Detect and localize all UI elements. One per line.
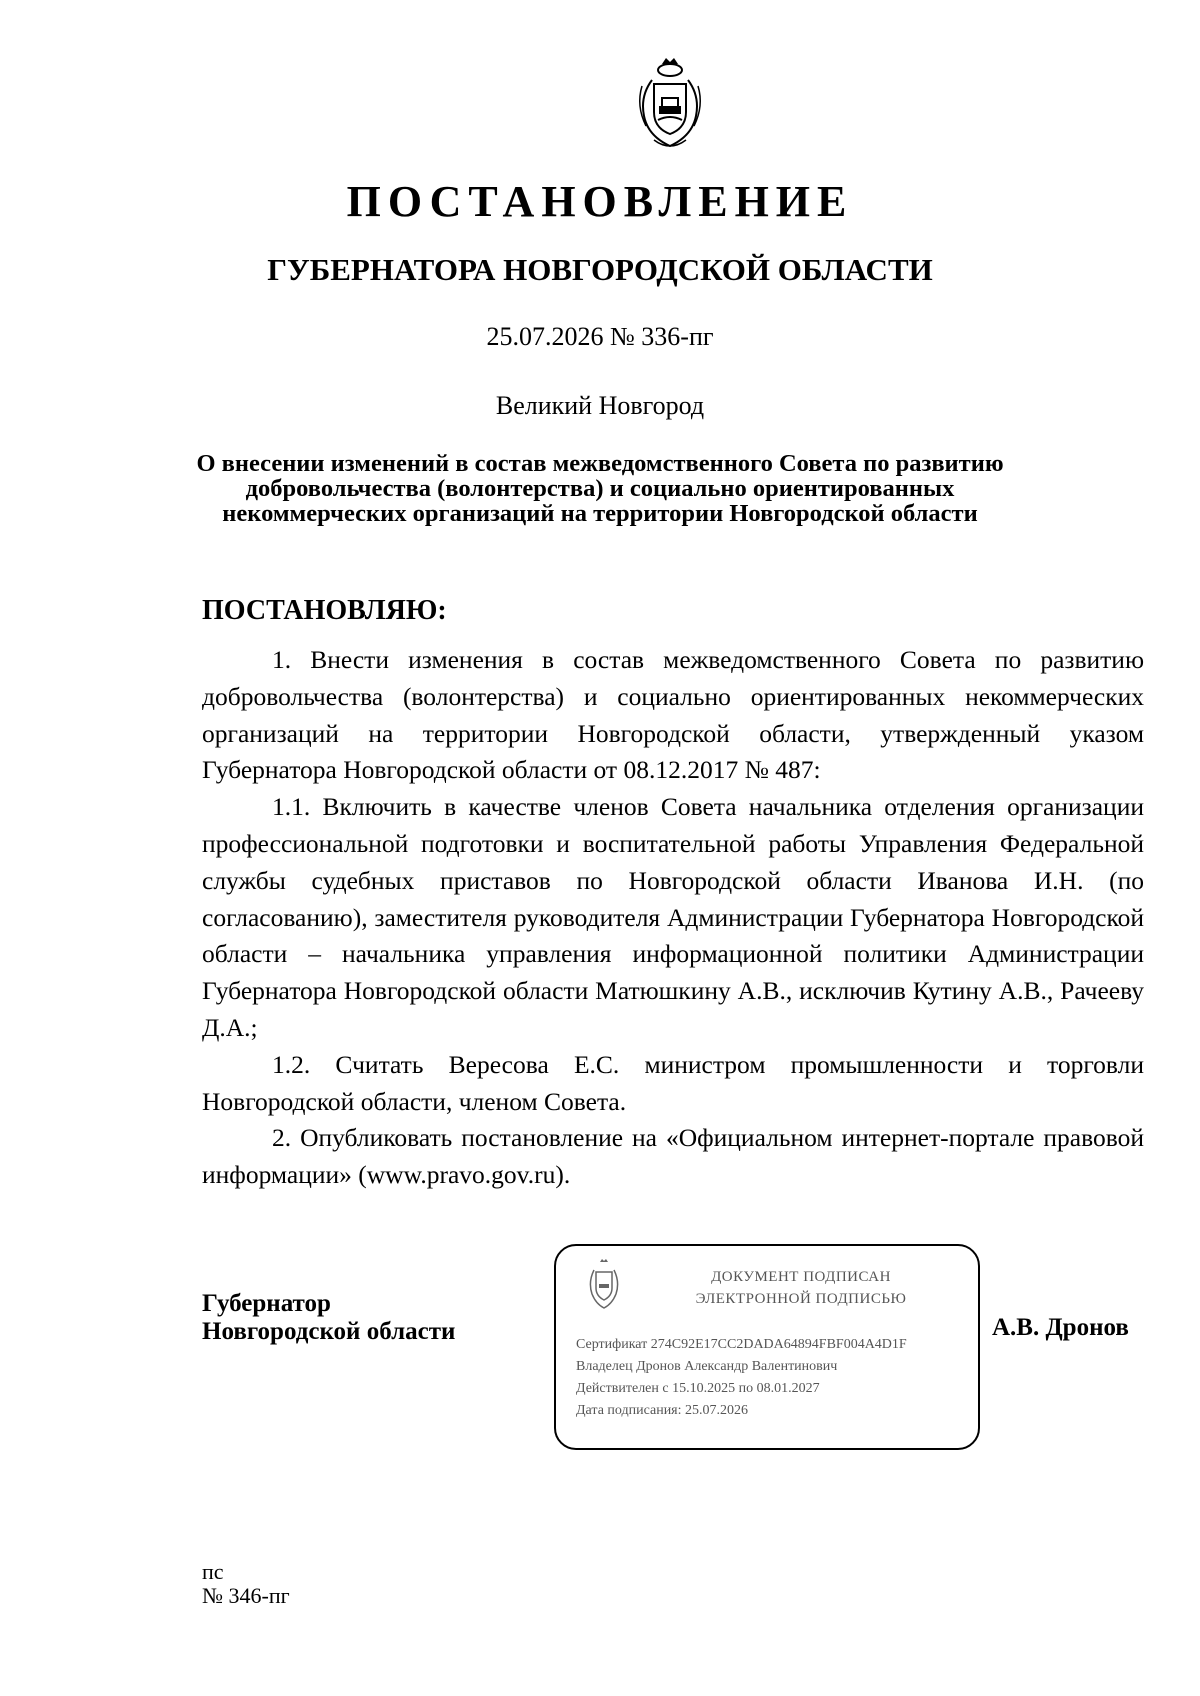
- stamp-heading-line: ДОКУМЕНТ ПОДПИСАН: [711, 1269, 891, 1285]
- electronic-signature-stamp: [554, 1244, 980, 1450]
- city: Великий Новгород: [495, 391, 705, 420]
- signatory-position: [202, 1290, 455, 1346]
- footer-line: № 346-пг: [202, 1583, 290, 1608]
- coat-of-arms-icon: [584, 1258, 624, 1310]
- issuer-title: ГУБЕРНАТОРА НОВГОРОДСКОЙ ОБЛАСТИ: [267, 252, 933, 287]
- number-sign: №: [609, 322, 635, 351]
- document-heading: [160, 451, 1040, 526]
- date-number-line: [0, 320, 1200, 354]
- stamp-heading: [646, 1266, 956, 1310]
- body-paragraph: 1. Внести изменения в состав межведомственного Совета по развитию добровольчества (волонтерства) и социально ориентированных некоммерческих организаций на территории Новгородской области, утвержденный указом Губернатора Новгородской области от 08.12.2017 № 487:: [202, 645, 1144, 785]
- stamp-heading-line: ЭЛЕКТРОННОЙ ПОДПИСЬЮ: [695, 1291, 907, 1307]
- body-paragraph: 1.2. Считать Вересова Е.С. министром промышленности и торговли Новгородской области, членом Совета.: [202, 1049, 1144, 1116]
- decree-word: ПОСТАНОВЛЯЮ:: [202, 595, 447, 626]
- signing-date: Дата подписания: 25.07.2026: [576, 1403, 749, 1418]
- body-paragraph: 1.1. Включить в качестве членов Совета начальника отделения организации профессиональной подготовки и воспитательной работы Управления Федеральной службы судебных приставов по Новгородской области Иванова И.Н. (по согласованию), заместителя руководителя Администрации Губернатора Новгородской области – начальника управления информационной политики Администрации Губернатора Новгородской области Матюшкину А.В., исключив Кутину А.В., Рачееву Д.А.;: [202, 792, 1144, 1042]
- document-type-title: ПОСТАНОВЛЕНИЕ: [346, 177, 854, 226]
- footer-line: пс: [202, 1559, 224, 1584]
- position-line: Губернатор: [202, 1290, 331, 1317]
- certificate-validity: Действителен с 15.10.2025 по 08.01.2027: [576, 1381, 820, 1396]
- body-paragraph: 2. Опубликовать постановление на «Официальном интернет-портале правовой информации» (www.pravo.gov.ru).: [202, 1123, 1144, 1190]
- document-number: 336-пг: [641, 322, 714, 351]
- certificate-number: Сертификат 274C92E17CC2DADA64894FBF004A4D1F: [576, 1337, 907, 1352]
- heading-line: некоммерческих организаций на территории Новгородской области: [222, 500, 978, 527]
- heading-line: О внесении изменений в состав межведомственного Совета по развитию: [196, 450, 1004, 477]
- footer-note: [202, 1560, 290, 1608]
- document-body: [202, 642, 1144, 1194]
- certificate-owner: Владелец Дронов Александр Валентинович: [576, 1359, 838, 1374]
- heading-line: добровольчества (волонтерства) и социально ориентированных: [245, 475, 955, 502]
- position-line: Новгородской области: [202, 1318, 456, 1345]
- coat-of-arms-icon: [632, 56, 708, 152]
- signatory-name: А.В. Дронов: [992, 1314, 1129, 1341]
- document-date: 25.07.2026: [486, 322, 604, 351]
- stamp-details: [576, 1334, 907, 1422]
